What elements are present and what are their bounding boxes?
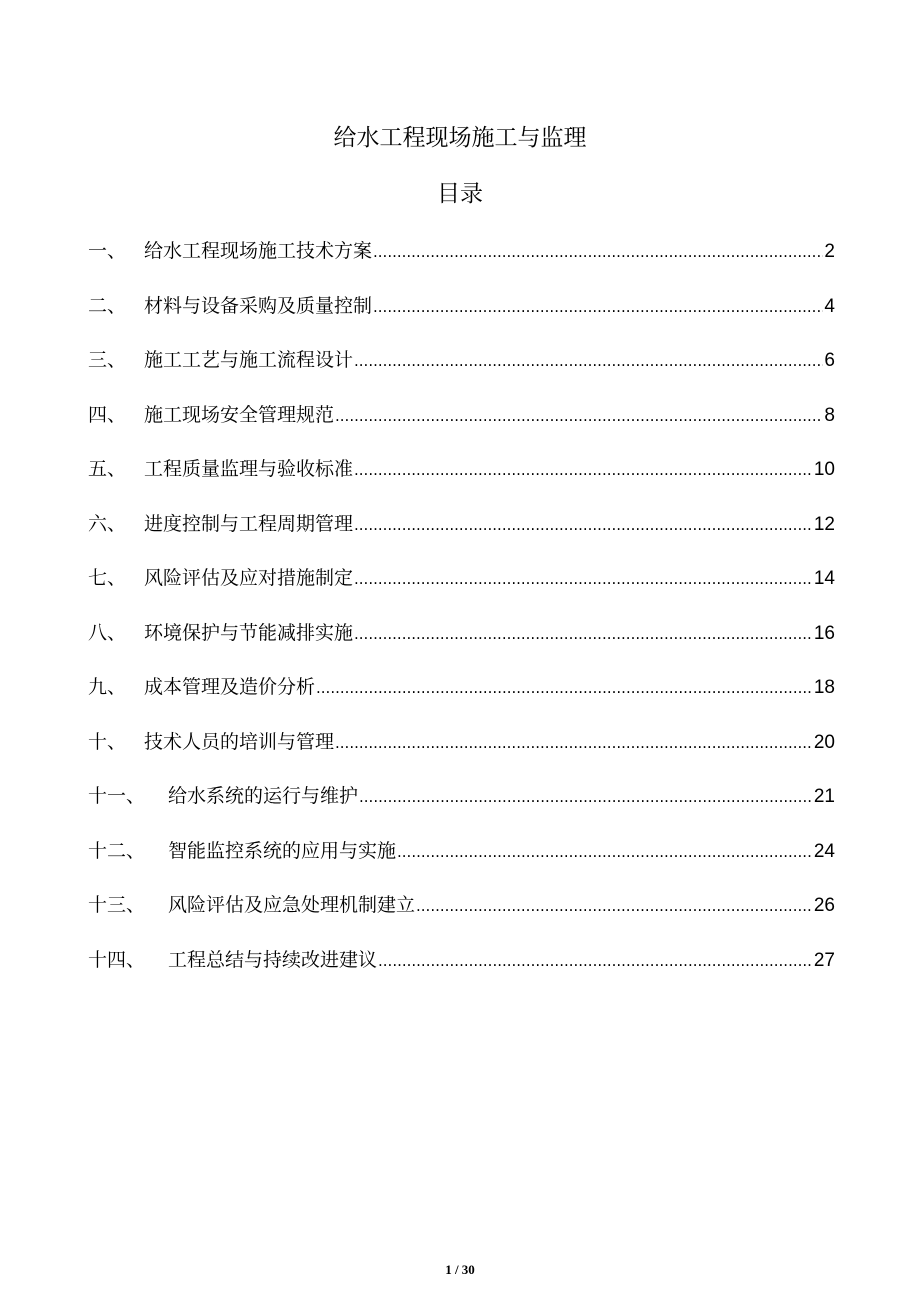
toc-entry-page: 2 [824, 241, 835, 262]
toc-entry-number: 三、 [88, 349, 127, 371]
toc-entry-number: 十三、 [88, 894, 146, 916]
toc-entry-number: 十四、 [88, 948, 146, 971]
toc-entry-label: 工程总结与持续改进建议 [168, 948, 378, 971]
toc-entry[interactable] [88, 506, 835, 561]
toc-entry-page: 14 [813, 568, 835, 589]
toc-entry[interactable] [88, 833, 835, 888]
toc-entry[interactable] [88, 669, 835, 724]
toc-entry-page: 24 [813, 840, 835, 862]
toc-entry[interactable] [88, 560, 835, 615]
toc-entry[interactable] [88, 942, 835, 997]
toc-entry-number: 五、 [88, 458, 127, 480]
toc-entry-label: 成本管理及造价分析 [144, 676, 316, 698]
toc-entry-page: 4 [824, 295, 835, 317]
toc-dot-leader [354, 342, 823, 379]
toc-entry-page: 27 [813, 949, 835, 971]
toc-dot-leader [354, 506, 813, 543]
toc-entry-page: 6 [824, 350, 835, 371]
toc-entry-label: 风险评估及应对措施制定 [144, 567, 354, 589]
toc-dot-leader [397, 833, 813, 870]
toc-dot-leader [354, 560, 813, 597]
toc-entry-number: 九、 [88, 676, 127, 698]
toc-entry-number: 二、 [88, 294, 127, 317]
toc-entry-label: 智能监控系统的应用与实施 [168, 839, 397, 862]
toc-dot-leader [354, 451, 813, 488]
table-of-contents [88, 233, 835, 996]
toc-entry-page: 18 [813, 677, 835, 698]
document-title: 给水工程现场施工与监理 [333, 125, 587, 151]
toc-dot-leader [354, 615, 813, 652]
toc-dot-leader [373, 288, 823, 325]
toc-entry[interactable] [88, 615, 835, 670]
toc-entry-number: 八、 [88, 621, 127, 644]
toc-entry-page: 12 [813, 513, 835, 535]
toc-dot-leader [335, 397, 823, 434]
toc-entry-page: 21 [813, 786, 835, 807]
toc-dot-leader [416, 887, 813, 924]
toc-entry[interactable] [88, 233, 835, 288]
toc-entry[interactable] [88, 397, 835, 452]
toc-entry[interactable] [88, 451, 835, 506]
toc-entry[interactable] [88, 724, 835, 779]
toc-entry[interactable] [88, 887, 835, 942]
toc-entry-number: 十、 [88, 730, 127, 753]
toc-entry-label: 给水系统的运行与维护 [168, 785, 359, 807]
toc-entry-label: 材料与设备采购及质量控制 [144, 294, 373, 317]
toc-entry-page: 26 [813, 895, 835, 916]
toc-entry-page: 20 [813, 731, 835, 753]
toc-dot-leader [359, 778, 813, 815]
page-indicator: 1 / 30 [445, 1262, 475, 1277]
toc-entry-label: 技术人员的培训与管理 [144, 730, 335, 753]
toc-dot-leader [316, 669, 813, 706]
toc-dot-leader [335, 724, 813, 761]
toc-entry-label: 风险评估及应急处理机制建立 [168, 894, 416, 916]
toc-entry-label: 环境保护与节能减排实施 [144, 621, 354, 644]
toc-entry-number: 十二、 [88, 839, 146, 862]
toc-dot-leader [373, 233, 823, 270]
toc-entry-label: 施工现场安全管理规范 [144, 403, 335, 426]
toc-entry-page: 16 [813, 622, 835, 644]
toc-entry-number: 四、 [88, 403, 127, 426]
toc-entry-label: 进度控制与工程周期管理 [144, 512, 354, 535]
toc-dot-leader [378, 942, 813, 979]
toc-entry-page: 10 [813, 459, 835, 480]
toc-entry[interactable] [88, 778, 835, 833]
toc-entry-page: 8 [824, 404, 835, 426]
toc-entry-label: 工程质量监理与验收标准 [144, 458, 354, 480]
toc-entry-number: 七、 [88, 567, 127, 589]
toc-entry[interactable] [88, 342, 835, 397]
toc-heading: 目录 [437, 181, 483, 207]
toc-entry-label: 给水工程现场施工技术方案 [144, 240, 373, 262]
toc-entry-number: 十一、 [88, 785, 146, 807]
toc-entry[interactable] [88, 288, 835, 343]
toc-entry-number: 六、 [88, 512, 127, 535]
toc-entry-label: 施工工艺与施工流程设计 [144, 349, 354, 371]
toc-entry-number: 一、 [88, 240, 127, 262]
